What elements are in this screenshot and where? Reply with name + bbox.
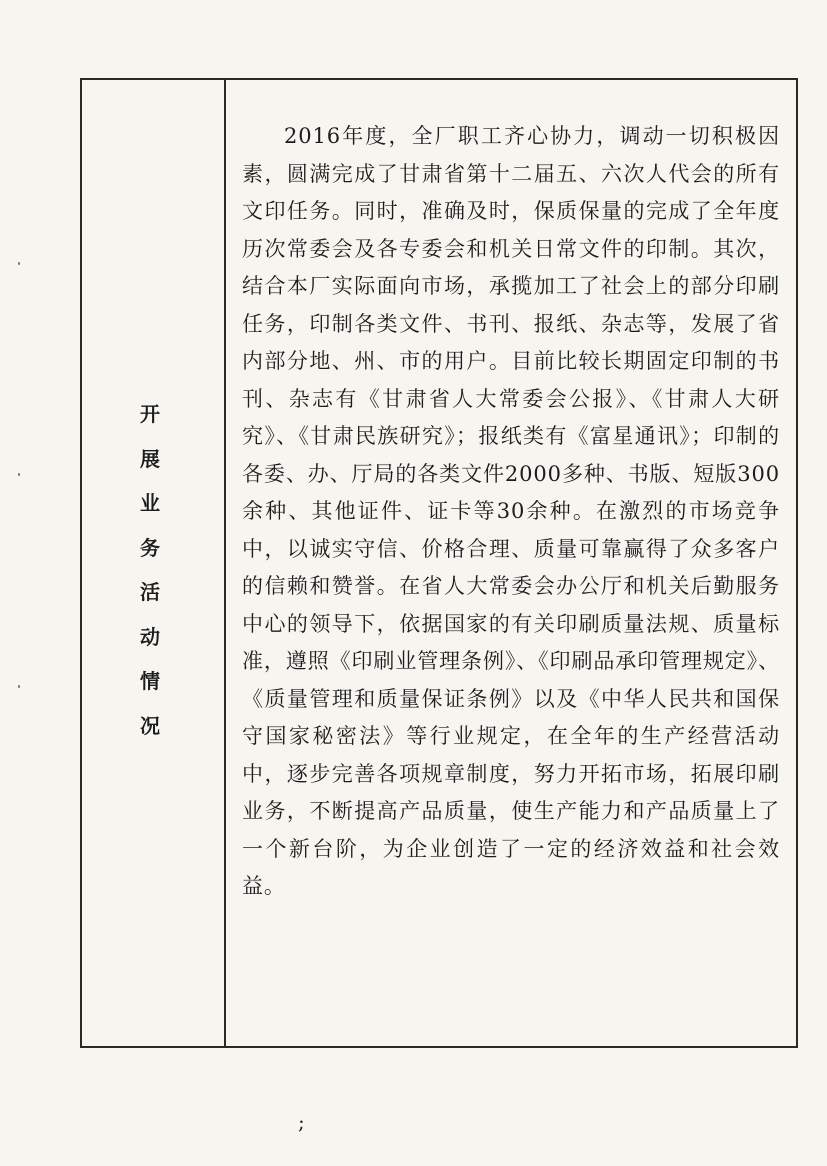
section-label-char: 情 [140, 669, 160, 693]
scan-speck [18, 685, 20, 688]
stray-ink-mark: ; [298, 1110, 305, 1134]
section-label-char: 展 [140, 446, 160, 471]
column-divider [224, 80, 226, 1046]
section-label-char: 况 [140, 713, 160, 738]
scan-speck [18, 473, 20, 476]
section-label-char: 开 [140, 402, 160, 426]
section-label-char: 务 [140, 535, 160, 560]
content-column [242, 118, 780, 906]
section-label-vertical [130, 392, 170, 748]
section-label-char: 活 [140, 580, 160, 604]
activity-description: 2016年度，全厂职工齐心协力，调动一切积极因素，圆满完成了甘肃省第十二届五、六次人代会的所有文印任务。同时，准确及时，保质保量的完成了全年度历次常委会及各专委会和机关日常文件的印制。其次，结合本厂实际面向市场，承揽加工了社会上的部分印刷任务，印制各类文件、书刊、报纸、杂志等，发展了省内部分地、州、市的用户。目前比较长期固定印制的书刊、杂志有《甘肃省人大常委会公报》、《甘肃人大研究》、《甘肃民族研究》；报纸类有《富星通讯》；印制的各委、办、厅局的各类文件2000多种、书版、短版300余种、其他证件、证卡等30余种。在激烈的市场竞争中，以诚实守信、价格合理、质量可靠赢得了众多客户的信赖和赞誉。在省人大常委会办公厅和机关后勤服务中心的领导下，依据国家的有关印刷质量法规、质量标准，遵照《印刷业管理条例》、《印刷品承印管理规定》、《质量管理和质量保证条例》以及《中华人民共和国保守国家秘密法》等行业规定，在全年的生产经营活动中，逐步完善各项规章制度，努力开拓市场，拓展印刷业务，不断提高产品质量，使生产能力和产品质量上了一个新台阶，为企业创造了一定的经济效益和社会效益。 [242, 124, 780, 898]
activity-form-table [80, 78, 798, 1048]
scan-speck [18, 262, 20, 265]
section-label-char: 动 [140, 624, 160, 649]
section-label-char: 业 [140, 491, 160, 515]
label-column [82, 80, 224, 1046]
